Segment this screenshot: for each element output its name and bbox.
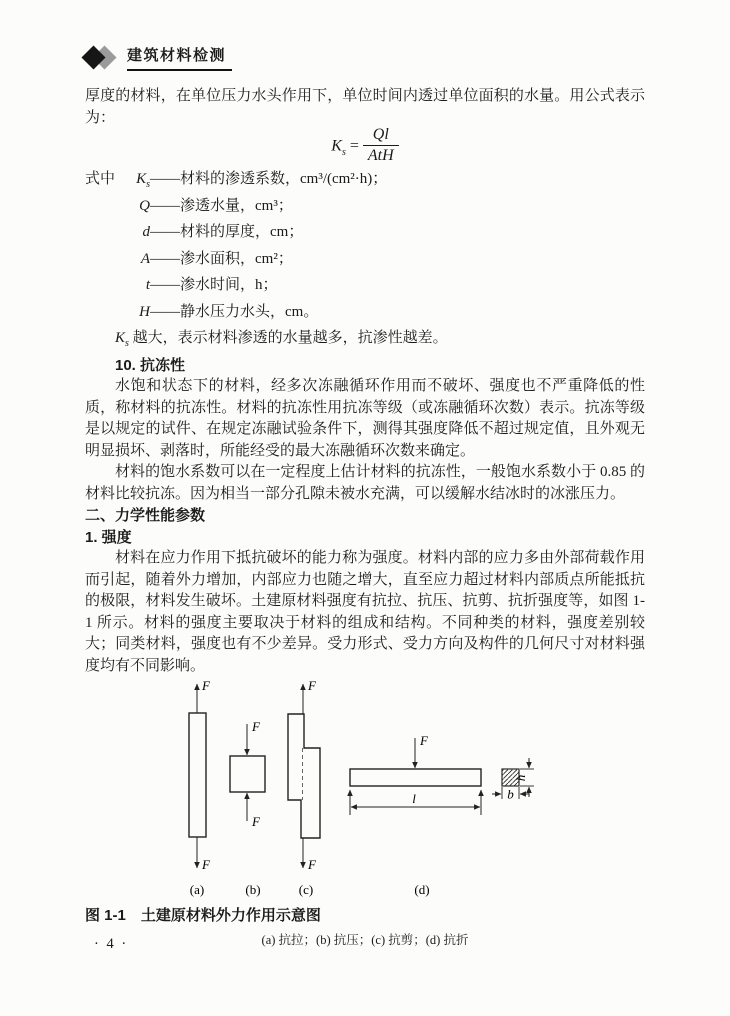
sub-label-c: (c)	[298, 882, 314, 897]
variable-list	[85, 169, 645, 328]
figure-caption: 图 1-1 土建原材料外力作用示意图	[85, 907, 321, 924]
formula-numerator: Ql	[363, 126, 399, 146]
variable-desc: 渗水面积，cm²；	[180, 250, 293, 267]
sub-label-a: (a)	[189, 882, 205, 897]
para-ks-meaning: $K_s$ 越大，表示材料渗透的水量越多，抗渗性越差。	[115, 330, 448, 349]
para-saturation-coefficient: 材料的饱水系数可以在一定程度上估计材料的抗冻性，一般饱水系数小于 0.85 的材料比较抗冻。因为相当一部分孔隙未被水充满，可以缓解水结冰时的冰涨压力。	[85, 464, 645, 502]
shear-diagram	[288, 678, 320, 897]
variable-row: A —— 渗水面积，cm²；	[85, 249, 645, 276]
page-number: · 4 ·	[94, 936, 129, 952]
formula-lhs-subscript: s	[341, 146, 346, 158]
para-permeability-intro: 厚度的材料，在单位压力水头作用下，单位时间内透过单位面积的水量。用公式表示为：	[85, 88, 645, 126]
formula-denominator: AtH	[367, 147, 394, 164]
bending-diagram	[350, 733, 534, 897]
tension-bar	[189, 713, 206, 837]
variable-row: d —— 材料的厚度，cm；	[85, 222, 645, 249]
figure-1-1	[148, 675, 588, 905]
span-length-label: l	[412, 791, 416, 806]
em-dash: ——	[150, 224, 180, 240]
para-frost-resistance: 水饱和状态下的材料，经多次冻融循环作用而不破坏、强度也不严重降低的性质，称材料的抗冻性。材料的抗冻性用抗冻等级（或冻融循环次数）表示。抗冻等级是以规定的试件、在规定冻融试验条件下，测得其强度降低不超过规定值，且外观无明显损坏、剥落时，所能经受的最大冻融循环次数来确定。	[85, 378, 645, 459]
variable-desc: 渗透水量，cm³；	[180, 197, 293, 214]
force-label: F	[420, 733, 428, 748]
force-label: F	[202, 857, 210, 872]
force-label: F	[308, 678, 316, 693]
force-label: F	[252, 719, 260, 734]
variable-row: 式中 $K_s$ —— 材料的渗透系数，cm³/(cm²·h)；	[85, 169, 645, 196]
force-label: F	[202, 678, 210, 693]
em-dash: ——	[150, 250, 180, 267]
variable-row: t —— 渗水时间，h；	[85, 275, 645, 302]
tension-diagram	[189, 678, 211, 897]
compression-diagram	[230, 719, 265, 897]
page-header	[85, 44, 232, 71]
variable-desc: 渗水时间，h；	[180, 277, 278, 293]
beam-cross-section	[492, 758, 534, 802]
permeability-formula	[85, 126, 645, 169]
page-content	[85, 86, 645, 949]
section-height-label: h	[513, 774, 528, 782]
formula-equals: =	[345, 137, 363, 155]
sub-label-b: (b)	[245, 882, 261, 897]
force-label: F	[252, 814, 260, 829]
bending-beam	[350, 769, 481, 786]
variable-row: H —— 静水压力水头，cm。	[85, 302, 645, 329]
force-diagram	[148, 675, 588, 900]
formula-lhs: K	[331, 137, 342, 155]
formula-fraction	[363, 126, 399, 164]
sub-label-d: (d)	[414, 882, 430, 897]
where-label: 式中	[85, 171, 116, 187]
em-dash: ——	[150, 171, 180, 187]
para-strength: 材料在应力作用下抵抗破坏的能力称为强度。材料内部的应力多由外部荷载作用而引起，随着外力增加，内部应力也随之增大，直至应力超过材料内部质点所能抵抗的极限，材料发生破坏。土建原材料强度有抗拉、抗压、抗剪、抗折强度等，如图 1-1 所示。材料的强度主要取决于材料的组成和结构。不同种类的材料，强度差别较大；同类材料，强度也有不少差异。受力形式、受力方向及构件的几何尺寸对材料强度均有不同影响。	[85, 550, 645, 674]
heading-frost-resistance: 10. 抗冻性	[115, 356, 186, 374]
variable-desc: 材料的渗透系数，cm³/(cm²·h)；	[180, 171, 388, 187]
variable-desc: 静水压力水头，cm。	[180, 303, 319, 320]
variable-row: Q —— 渗透水量，cm³；	[85, 196, 645, 223]
section-width-label: b	[507, 786, 514, 802]
em-dash: ——	[150, 197, 180, 214]
em-dash: ——	[150, 277, 180, 293]
book-title: 建筑材料检测	[127, 44, 232, 71]
shear-block	[288, 714, 320, 838]
force-label: F	[308, 857, 316, 872]
variable-desc: 材料的厚度，cm；	[180, 224, 304, 240]
heading-mechanical-parameters: 二、力学性能参数	[85, 507, 206, 524]
compression-block	[230, 756, 265, 792]
heading-strength: 1. 强度	[85, 528, 132, 546]
figure-legend: (a) 抗拉；(b) 抗压；(c) 抗剪；(d) 抗折	[261, 932, 469, 947]
em-dash: ——	[150, 303, 180, 320]
